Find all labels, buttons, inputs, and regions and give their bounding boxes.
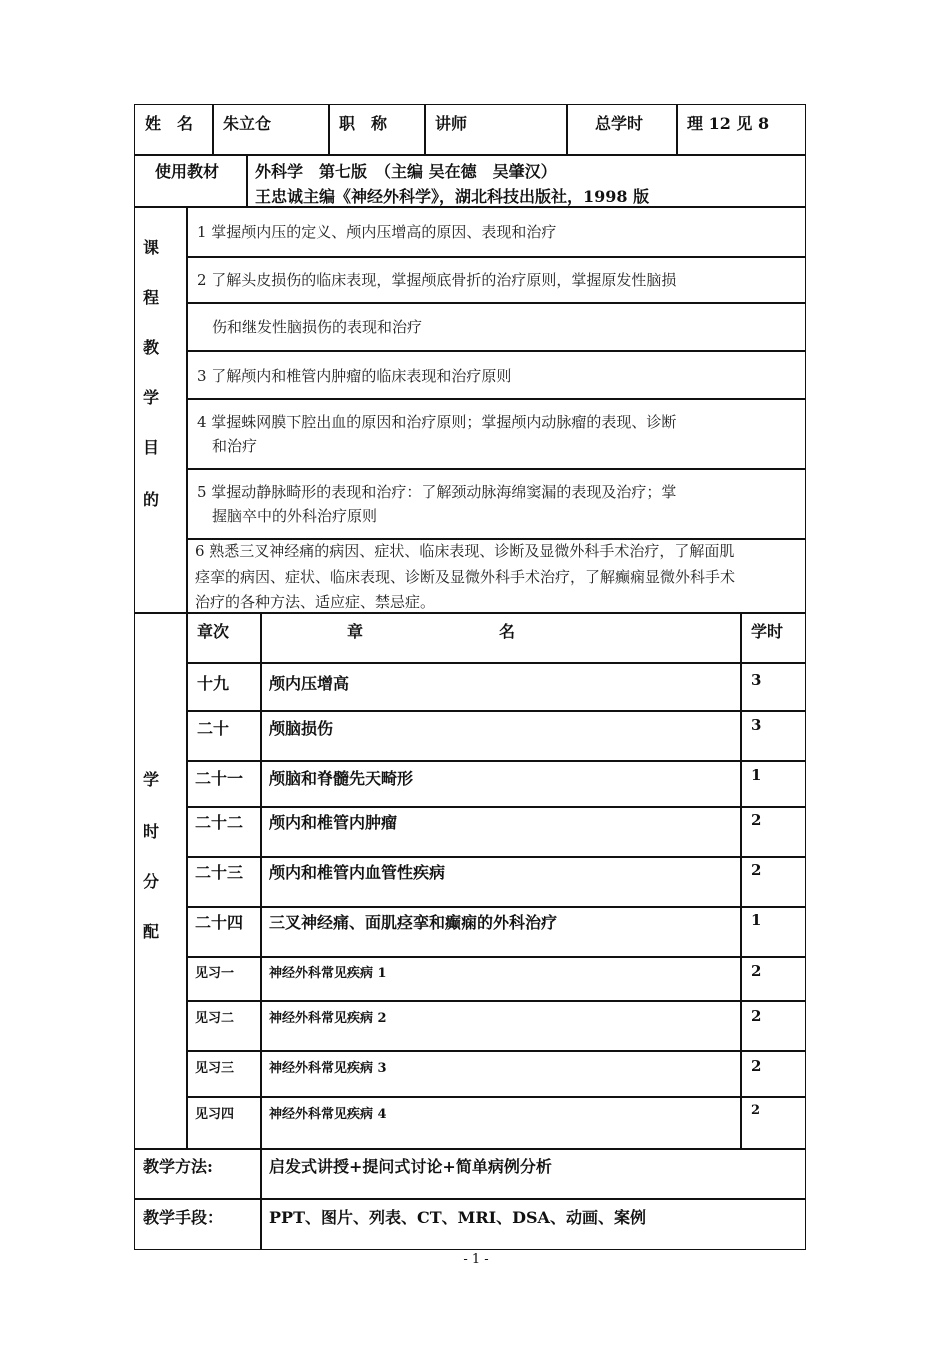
- row-name: 神经外科常见疾病 4: [269, 1107, 387, 1122]
- table-row-chapter: [186, 1096, 262, 1150]
- row-hours: 2: [751, 811, 762, 829]
- objective-item: [186, 350, 806, 400]
- schedule-header-name: [260, 612, 742, 664]
- textbook-line-1: 外科学 第七版 （主编 吴在德 吴肇汉）: [255, 162, 557, 181]
- row-name: 神经外科常见疾病 3: [269, 1061, 387, 1076]
- table-row-hours: [740, 662, 806, 712]
- objectives-label-char: 目: [143, 438, 160, 457]
- objective-item: [186, 538, 806, 614]
- title-label: 职 称: [339, 114, 388, 133]
- row-hours: 3: [751, 716, 762, 734]
- row-hours: 2: [751, 1103, 761, 1118]
- row-hours: 2: [751, 962, 762, 980]
- objectives-label-char: 的: [143, 490, 160, 509]
- objective-text: 6 熟悉三叉神经痛的病因、症状、临床表现、诊断及显微外科手术治疗，了解面肌: [195, 542, 735, 560]
- table-row-chapter: [186, 662, 262, 712]
- row-name: 神经外科常见疾病 2: [269, 1011, 387, 1026]
- table-row-chapter: [186, 760, 262, 808]
- objective-text: 1 掌握颅内压的定义、颅内压增高的原因、表现和治疗: [197, 223, 557, 241]
- row-name: 颅脑损伤: [269, 719, 334, 738]
- name-label-cell: [134, 104, 214, 156]
- means-value: PPT、图片、列表、CT、MRI、DSA、动画、案例: [269, 1208, 646, 1227]
- objective-text: 治疗的各种方法、适应症、禁忌症。: [195, 593, 436, 611]
- table-row-chapter: [186, 956, 262, 1002]
- objective-item: [186, 398, 806, 470]
- row-hours: 2: [751, 861, 762, 879]
- name-value-cell: [212, 104, 330, 156]
- row-chapter: 见习二: [195, 1011, 235, 1026]
- table-row-name: [260, 1000, 742, 1052]
- means-value-cell: [260, 1198, 806, 1250]
- objective-text: 伤和继发性脑损伤的表现和治疗: [197, 318, 423, 336]
- schedule-label-char: 时: [143, 822, 160, 841]
- row-name: 神经外科常见疾病 1: [269, 966, 387, 981]
- row-chapter: 二十四: [195, 913, 244, 932]
- hours-label-cell: [566, 104, 678, 156]
- row-hours: 2: [751, 1057, 762, 1075]
- hours-label: 总学时: [595, 114, 644, 133]
- objective-text: 和治疗: [197, 437, 258, 455]
- table-row-name: [260, 662, 742, 712]
- table-row-hours: [740, 1096, 806, 1150]
- table-row-chapter: [186, 1000, 262, 1052]
- row-chapter: 二十: [197, 719, 230, 738]
- row-chapter: 二十一: [195, 769, 244, 788]
- objectives-label-char: 学: [143, 388, 160, 407]
- objective-item: [186, 468, 806, 540]
- table-row-name: [260, 710, 742, 762]
- row-chapter: 十九: [197, 674, 230, 693]
- table-row-chapter: [186, 710, 262, 762]
- schedule-label-char: 学: [143, 770, 160, 789]
- row-chapter: 二十二: [195, 813, 244, 832]
- row-chapter: 二十三: [195, 863, 244, 882]
- name-label: 姓 名: [145, 114, 194, 133]
- table-row-name: [260, 806, 742, 858]
- objective-item: [186, 302, 806, 352]
- table-row-hours: [740, 806, 806, 858]
- row-name: 颅内和椎管内血管性疾病: [269, 863, 446, 882]
- table-row-name: [260, 760, 742, 808]
- objective-text: 4 掌握蛛网膜下腔出血的原因和治疗原则；掌握颅内动脉瘤的表现、诊断: [197, 413, 677, 431]
- col-name-1: 章: [347, 622, 364, 641]
- schedule-label-char: 分: [143, 872, 160, 891]
- table-row-hours: [740, 956, 806, 1002]
- table-row-name: [260, 856, 742, 908]
- table-row-hours: [740, 1050, 806, 1098]
- row-name: 颅内压增高: [269, 674, 350, 693]
- objective-text: 3 了解颅内和椎管内肿瘤的临床表现和治疗原则: [197, 367, 512, 385]
- table-row-name: [260, 956, 742, 1002]
- objective-text: 握脑卒中的外科治疗原则: [197, 507, 378, 525]
- schedule-header-hours: [740, 612, 806, 664]
- table-row-chapter: [186, 856, 262, 908]
- objectives-label-char: 教: [143, 338, 160, 357]
- row-hours: 2: [751, 1007, 762, 1025]
- textbook-label: 使用教材: [155, 162, 220, 181]
- objective-item: [186, 206, 806, 258]
- methods-label-cell: [134, 1148, 262, 1200]
- name-value: 朱立仓: [223, 114, 272, 133]
- col-name-2: 名: [499, 622, 516, 641]
- table-row-chapter: [186, 906, 262, 958]
- objectives-label-char: 课: [143, 238, 160, 257]
- objective-text: 痉挛的病因、症状、临床表现、诊断及显微外科手术治疗，了解癫痫显微外科手术: [195, 568, 736, 586]
- row-hours: 1: [751, 911, 762, 929]
- table-row-hours: [740, 856, 806, 908]
- methods-value: 启发式讲授+提问式讨论+简单病例分析: [269, 1157, 552, 1176]
- table-row-chapter: [186, 1050, 262, 1098]
- means-label-cell: [134, 1198, 262, 1250]
- title-label-cell: [328, 104, 426, 156]
- methods-label: 教学方法:: [143, 1157, 213, 1176]
- row-chapter: 见习三: [195, 1061, 235, 1076]
- table-row-hours: [740, 760, 806, 808]
- table-row-hours: [740, 906, 806, 958]
- row-name: 三叉神经痛、面肌痉挛和癫痫的外科治疗: [269, 913, 558, 932]
- objective-text: 5 掌握动静脉畸形的表现和治疗：了解颈动脉海绵窦漏的表现及治疗；掌: [197, 483, 677, 501]
- objective-item: [186, 256, 806, 304]
- textbook-line-2: 王忠诚主编《神经外科学》，湖北科技出版社，1998 版: [255, 187, 650, 206]
- means-label: 教学手段：: [143, 1208, 224, 1227]
- textbook-label-cell: [134, 154, 248, 208]
- objective-text: 2 了解头皮损伤的临床表现，掌握颅底骨折的治疗原则，掌握原发性脑损: [197, 271, 677, 289]
- hours-value: 理 12 见 8: [687, 114, 770, 133]
- title-value-cell: [424, 104, 568, 156]
- table-row-hours: [740, 1000, 806, 1052]
- row-chapter: 见习四: [195, 1107, 235, 1122]
- table-row-name: [260, 906, 742, 958]
- title-value: 讲师: [435, 114, 468, 133]
- row-chapter: 见习一: [195, 966, 235, 981]
- schedule-header-chapter: [186, 612, 262, 664]
- row-name: 颅内和椎管内肿瘤: [269, 813, 398, 832]
- table-row-name: [260, 1050, 742, 1098]
- row-hours: 1: [751, 766, 762, 784]
- table-row-name: [260, 1096, 742, 1150]
- page-number: - 1 -: [463, 1252, 489, 1267]
- hours-value-cell: [676, 104, 806, 156]
- table-row-chapter: [186, 806, 262, 858]
- schedule-label-char: 配: [143, 922, 160, 941]
- row-hours: 3: [751, 671, 762, 689]
- schedule-label-cell: [134, 612, 188, 1150]
- textbook-value-cell: [246, 154, 806, 208]
- table-row-hours: [740, 710, 806, 762]
- objectives-label-cell: [134, 206, 188, 614]
- methods-value-cell: [260, 1148, 806, 1200]
- col-hours: 学时: [751, 622, 784, 641]
- objectives-label-char: 程: [143, 288, 160, 307]
- col-chapter: 章次: [197, 622, 230, 641]
- row-name: 颅脑和脊髓先天畸形: [269, 769, 414, 788]
